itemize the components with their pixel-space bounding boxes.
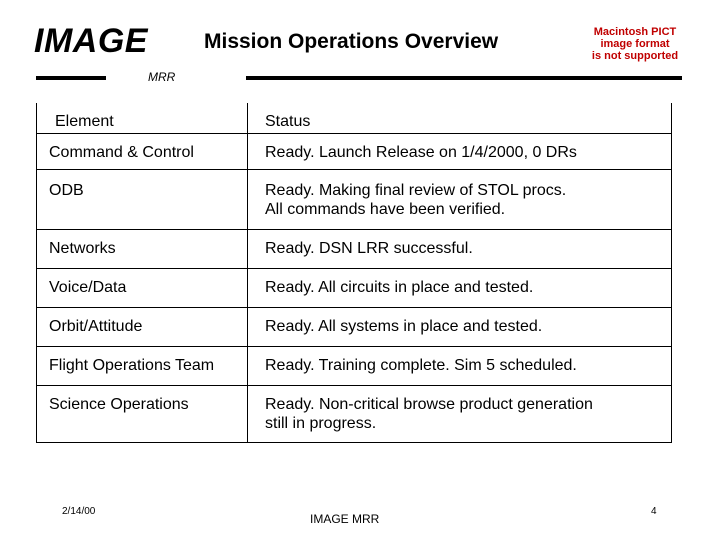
row-status-line: Ready. All systems in place and tested. [265,318,543,335]
column-header-status: Status [265,113,311,130]
table-header-row [37,103,671,133]
table-row [37,169,671,229]
row-element: Flight Operations Team [49,357,215,374]
table-row [37,385,671,443]
page-subtitle: MRR [148,70,176,84]
row-status-line: Ready. Non-critical browse product generation [265,396,593,413]
row-status-line: All commands have been verified. [265,201,506,218]
row-status [265,278,533,297]
row-status-line: Ready. Training complete. Sim 5 scheduled. [265,357,577,374]
image-logo: IMAGE [34,22,148,60]
row-status-line: Ready. Making final review of STOL procs. [265,182,567,199]
row-status-line: still in progress. [265,415,377,432]
row-element: Orbit/Attitude [49,318,143,335]
table-row [37,133,671,169]
row-element: ODB [49,182,84,199]
status-table [36,103,672,443]
row-status-line: Ready. All circuits in place and tested. [265,279,534,296]
row-element: Networks [49,240,116,257]
footer-date: 2/14/00 [62,506,96,517]
column-header-element: Element [55,113,114,130]
table-row [37,268,671,307]
row-status [265,143,577,162]
row-status [265,181,566,219]
row-status [265,395,593,433]
header-rule-right [246,76,682,80]
page-number: 4 [651,506,657,517]
row-status-line: Ready. DSN LRR successful. [265,240,473,257]
footer-name: IMAGE MRR [310,512,380,526]
row-status [265,239,473,258]
page-title: Mission Operations Overview [204,30,499,53]
row-element: Voice/Data [49,279,127,296]
table-row [37,346,671,385]
header-rule-left [36,76,106,80]
pict-notice-line-1: Macintosh PICT [593,26,677,38]
pict-notice-line-2: image format [600,38,670,50]
row-element: Command & Control [49,144,194,161]
pict-unsupported-notice [585,26,685,62]
table-row [37,229,671,268]
row-status [265,317,542,336]
table-row [37,307,671,346]
row-status-line: Ready. Launch Release on 1/4/2000, 0 DRs [265,144,577,161]
row-status [265,356,577,375]
pict-notice-line-3: is not supported [591,50,679,62]
row-element: Science Operations [49,396,189,413]
